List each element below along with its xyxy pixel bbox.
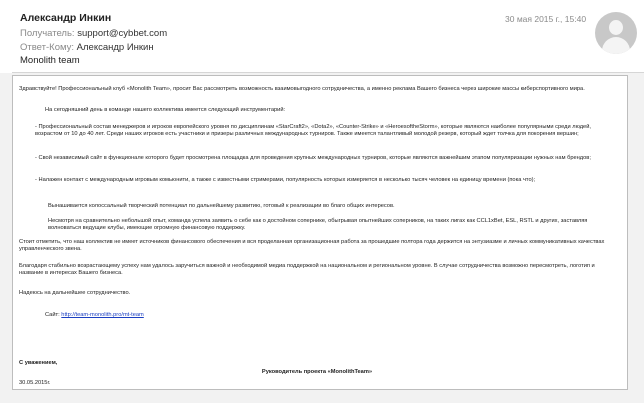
letter-hope: Надеюсь на дальнейшее сотрудничество.	[19, 290, 131, 296]
letter-regards: С уважением,	[19, 360, 58, 366]
letter-despite: Несмотря на сравнительно небольшой опыт, команда успела заявить о себе как о достойном сопернике, обыгрывая опытнейших соперников, на таких лигах как CCL1xBet, ESL, RSTL и других, заставляя волноваться ведущие клубы, имеющие огромную финансовую поддержку.	[48, 218, 588, 232]
letter-intro: На сегодняшний день в команде нашего коллектива имеется следующий инструментарий:	[45, 107, 286, 113]
letter-potential: Вынашивается колоссальный творческий потенциал по дальнейшему развитию, готовый к реализации во благо общих интересов.	[48, 203, 395, 209]
site-label: Сайт:	[45, 312, 60, 318]
letter-date: 30.05.2015г.	[19, 380, 51, 386]
letter-thanks: Благодаря стабильно возрастающему успеху нам удалось заручиться важной и необходимой медиа поддержкой на национальном и региональном уровне. В случае сотрудничества возможно пересмотреть, логотип и название в интересах Вашего бизнеса.	[19, 263, 595, 277]
message-body-area	[0, 73, 644, 403]
sender-name: Александр Инкин	[20, 12, 112, 24]
message-subject: Monolith team	[20, 55, 80, 66]
letter-point-3: - Налажен контакт с международным игровым комьюнити, а также с известными стримерами, популярность которых измеряется в несколько тысяч человек на единицу времени (пока что);	[35, 177, 536, 183]
avatar	[595, 12, 637, 54]
letter-note: Стоит отметить, что наш коллектив не имеет источников финансового обеспечения и вся проделанная организационная работа за прошедшие полтора года держится на энтузиазме и личных коммуникативных качествах управленческого звена.	[19, 239, 605, 253]
recipient-row	[20, 28, 167, 39]
letter-document	[12, 75, 628, 390]
letter-point-1: - Профессиональный состав менеджеров и игроков европейского уровня по дисциплинам «StarCraft2», «Dota2», «Counter-Strike» и «HeroesoftheStorm», которые являются наиболее популярными среди людей, возрастом от 10 до 40 лет. Среди наших игроков есть участники и призеры различных международных турниров. Также имеется талантливый молодой резерв, который ждет толчка для покорения вершин;	[35, 124, 591, 138]
mail-header	[0, 0, 644, 74]
reply-to-row	[20, 42, 154, 53]
letter-point-2: - Свой независимый сайт в функционале которого будет просмотрена площадка для проведения крупных международных турниров, которые являются важнейшим этапом популяризации нужных нам брендов;	[35, 155, 591, 161]
message-date: 30 мая 2015 г., 15:40	[505, 14, 587, 24]
site-link[interactable]: http://team-monolith.pro/mt-team	[61, 312, 144, 318]
letter-signature: Руководитель проекта «MonolithTeam»	[261, 369, 373, 375]
letter-greeting: Здравствуйте! Профессиональный клуб «Monolith Team», просит Вас рассмотреть возможность взаимовыгодного сотрудничества, а именно реклама Вашего бизнеса через широкие массы киберспортивного мира.	[19, 86, 585, 92]
letter-site	[45, 312, 615, 319]
avatar-head-icon	[609, 20, 623, 35]
reply-to-label: Ответ-Кому:	[20, 42, 75, 53]
avatar-body-icon	[602, 37, 630, 54]
reply-to-value[interactable]: Александр Инкин	[76, 42, 154, 53]
recipient-address[interactable]: support@cybbet.com	[77, 28, 168, 39]
recipient-label: Получатель:	[20, 28, 75, 39]
